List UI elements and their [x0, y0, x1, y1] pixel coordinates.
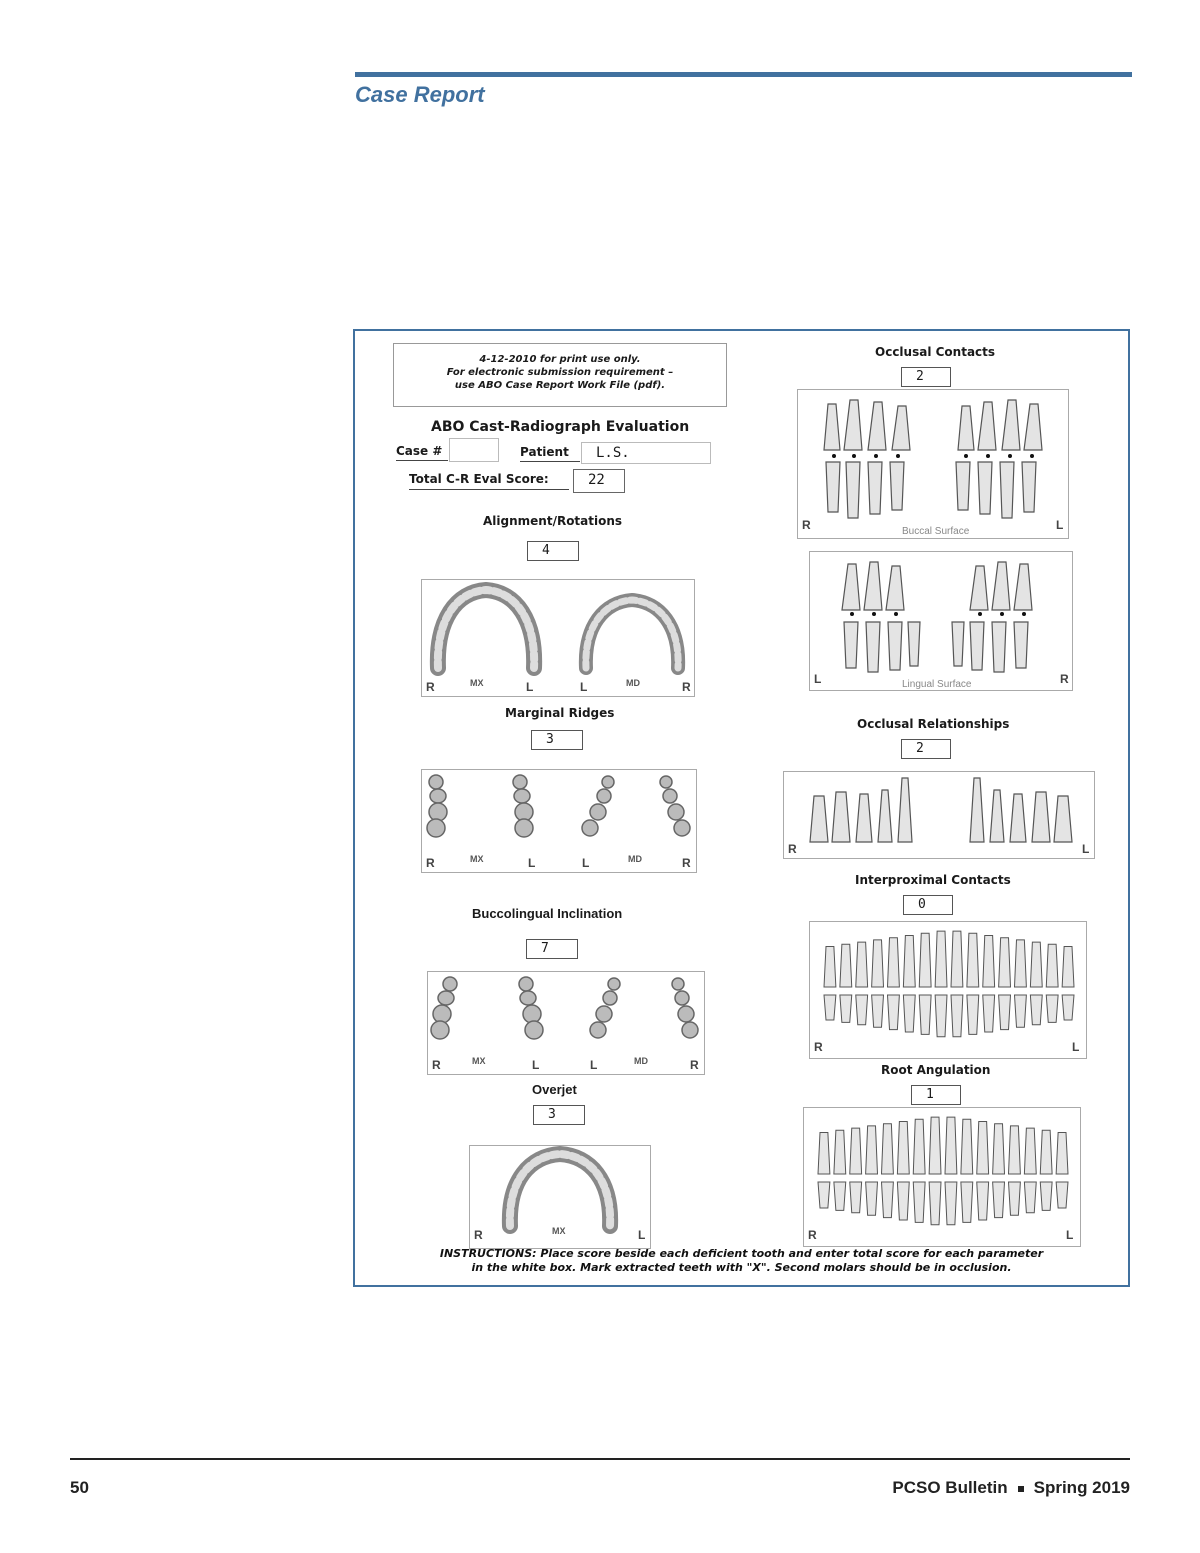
publication-name: PCSO Bulletin	[892, 1478, 1008, 1497]
occlusal-relationships-title: Occlusal Relationships	[857, 717, 1010, 731]
root-angulation-diagram	[803, 1107, 1081, 1247]
arch-pair-graphic	[422, 580, 695, 697]
patient-label: Patient	[520, 445, 580, 462]
lower-tooth	[967, 995, 979, 1034]
lower-tooth	[951, 995, 963, 1037]
alignment-arch-diagram	[421, 579, 695, 697]
alignment-title: Alignment/Rotations	[483, 514, 623, 528]
marginal-title: Marginal Ridges	[505, 706, 615, 720]
root-angulation-r: R	[808, 1228, 817, 1242]
upper-tooth	[1046, 944, 1058, 987]
instructions-line-2: in the white box. Mark extracted teeth with "X". Second molars should be in occlusion.	[471, 1261, 1012, 1274]
buccal-surface-label: Buccal Surface	[902, 526, 970, 537]
section-title: Case Report	[355, 82, 485, 107]
upper-tooth	[897, 1122, 909, 1175]
overjet-diagram	[469, 1145, 651, 1249]
marginal-mx-label: MX	[470, 854, 484, 864]
alignment-score-box[interactable]: 4	[527, 541, 579, 561]
buccal-teeth-graphic	[798, 390, 1069, 539]
inclination-segments-graphic	[428, 972, 705, 1075]
bucco-r-md: R	[690, 1058, 699, 1072]
lower-tooth	[856, 995, 868, 1025]
lower-tooth	[903, 995, 915, 1032]
upper-tooth	[856, 942, 868, 987]
upper-tooth	[967, 933, 979, 987]
occlusal-contacts-title: Occlusal Contacts	[875, 345, 996, 359]
upper-tooth	[1056, 1133, 1068, 1175]
buccolingual-score-box[interactable]: 7	[526, 939, 578, 959]
alignment-r-mx: R	[426, 680, 435, 694]
issue-label: Spring 2019	[1033, 1478, 1130, 1497]
lower-tooth	[866, 1182, 878, 1215]
lower-tooth	[1024, 1182, 1036, 1213]
root-angulation-score-box[interactable]: 1	[911, 1085, 961, 1105]
upper-tooth	[903, 936, 915, 988]
alignment-mx-label: MX	[470, 678, 484, 688]
upper-tooth	[913, 1119, 925, 1174]
upper-tooth	[993, 1124, 1005, 1174]
marginal-l-mx: L	[528, 856, 536, 870]
alignment-md-label: MD	[626, 678, 640, 688]
upper-tooth	[888, 938, 900, 987]
lingual-teeth-graphic	[810, 552, 1073, 691]
upper-tooth	[935, 931, 947, 987]
form-title: ABO Cast-Radiograph Evaluation	[431, 419, 690, 435]
lower-tooth	[945, 1182, 957, 1225]
alignment-l-md: L	[580, 680, 588, 694]
lower-tooth	[840, 995, 852, 1022]
lower-tooth	[818, 1182, 830, 1208]
lingual-surface-label: Lingual Surface	[902, 679, 972, 690]
lower-tooth	[1009, 1182, 1021, 1215]
notice-line-3: use ABO Case Report Work File (pdf).	[454, 380, 666, 391]
footer-publication	[892, 1478, 1130, 1498]
upper-tooth	[850, 1128, 862, 1174]
alignment-l-mx: L	[526, 680, 534, 694]
lower-tooth	[935, 995, 947, 1037]
lower-tooth	[897, 1182, 909, 1220]
upper-tooth	[882, 1124, 894, 1174]
marginal-md-label: MD	[628, 854, 642, 864]
lower-tooth	[882, 1182, 894, 1218]
lower-tooth	[961, 1182, 973, 1222]
upper-tooth	[961, 1119, 973, 1174]
instructions-line-1: INSTRUCTIONS: Place score beside each deficient tooth and enter total score for each parameter	[439, 1247, 1044, 1260]
overjet-r: R	[474, 1228, 483, 1242]
notice-line-1: 4-12-2010 for print use only.	[479, 354, 641, 365]
lower-tooth	[824, 995, 836, 1020]
upper-tooth	[1015, 940, 1027, 987]
case-number-field[interactable]	[449, 438, 499, 462]
upper-tooth	[824, 947, 836, 988]
root-angulation-l: L	[1066, 1228, 1074, 1242]
bucco-l-mx: L	[532, 1058, 540, 1072]
upper-tooth	[840, 944, 852, 987]
lower-tooth	[977, 1182, 989, 1220]
lower-tooth	[872, 995, 884, 1027]
upper-tooth	[999, 938, 1011, 987]
occlusal-relationships-score-box[interactable]: 2	[901, 739, 951, 759]
upper-tooth	[866, 1126, 878, 1174]
root-angulation-title: Root Angulation	[881, 1063, 991, 1077]
upper-tooth	[945, 1117, 957, 1174]
marginal-score-box[interactable]: 3	[531, 730, 583, 750]
upper-tooth	[1009, 1126, 1021, 1174]
occlusal-lingual-l: L	[814, 672, 822, 686]
upper-tooth	[1040, 1130, 1052, 1174]
upper-tooth	[919, 933, 931, 987]
occlusal-contacts-score-box[interactable]: 2	[901, 367, 951, 387]
tooth-segments-graphic	[422, 770, 697, 873]
occlusal-relationships-diagram	[783, 771, 1095, 859]
overjet-l: L	[638, 1228, 646, 1242]
occlusal-buccal-l: L	[1056, 518, 1064, 532]
relationship-l: L	[1082, 842, 1090, 856]
upper-tooth	[929, 1117, 941, 1174]
buccolingual-diagram	[427, 971, 705, 1075]
root-angulation-teeth-graphic	[804, 1108, 1081, 1247]
upper-tooth	[834, 1130, 846, 1174]
lower-tooth	[834, 1182, 846, 1210]
patient-field[interactable]: L.S.	[581, 442, 711, 464]
abo-evaluation-form	[353, 329, 1130, 1287]
upper-tooth	[1062, 947, 1074, 988]
lower-tooth	[1040, 1182, 1052, 1210]
page-number: 50	[70, 1478, 89, 1497]
occlusal-contacts-buccal-diagram	[797, 389, 1069, 539]
occlusal-lingual-r: R	[1060, 672, 1069, 686]
occlusal-buccal-r: R	[802, 518, 811, 532]
notice-line-2: For electronic submission requirement –	[446, 367, 674, 378]
upper-tooth	[1030, 942, 1042, 987]
relationship-r: R	[788, 842, 797, 856]
lower-tooth	[850, 1182, 862, 1213]
lower-tooth	[999, 995, 1011, 1030]
interproximal-l: L	[1072, 1040, 1080, 1054]
occlusal-contacts-lingual-diagram	[809, 551, 1073, 691]
upper-tooth	[983, 936, 995, 988]
upper-tooth	[1024, 1128, 1036, 1174]
upper-tooth	[951, 931, 963, 987]
lower-tooth	[929, 1182, 941, 1225]
print-notice-box	[393, 343, 727, 407]
lower-tooth	[983, 995, 995, 1032]
interproximal-score-box[interactable]: 0	[903, 895, 953, 915]
bucco-md-label: MD	[634, 1056, 648, 1066]
relationship-teeth-graphic	[784, 772, 1095, 859]
bucco-l-md: L	[590, 1058, 598, 1072]
overjet-mx-label: MX	[552, 1226, 566, 1236]
lower-tooth	[919, 995, 931, 1034]
upper-tooth	[872, 940, 884, 987]
marginal-r-md: R	[682, 856, 691, 870]
total-score-label: Total C-R Eval Score:	[409, 472, 569, 490]
lower-tooth	[1056, 1182, 1068, 1208]
bucco-r-mx: R	[432, 1058, 441, 1072]
lower-tooth	[1046, 995, 1058, 1022]
lower-tooth	[1030, 995, 1042, 1025]
marginal-l-md: L	[582, 856, 590, 870]
upper-tooth	[977, 1122, 989, 1175]
lower-tooth	[913, 1182, 925, 1222]
overjet-score-box[interactable]: 3	[533, 1105, 585, 1125]
interproximal-title: Interproximal Contacts	[855, 873, 1011, 887]
lower-tooth	[993, 1182, 1005, 1218]
total-score-field[interactable]: 22	[573, 469, 625, 493]
lower-tooth	[888, 995, 900, 1030]
marginal-ridges-diagram	[421, 769, 697, 873]
interproximal-diagram	[809, 921, 1087, 1059]
buccolingual-title: Buccolingual Inclination	[472, 906, 623, 921]
lower-tooth	[1015, 995, 1027, 1027]
interproximal-r: R	[814, 1040, 823, 1054]
upper-tooth	[818, 1133, 830, 1175]
lower-tooth	[1062, 995, 1074, 1020]
separator-bullet	[1018, 1486, 1024, 1492]
top-rule	[355, 72, 1132, 77]
case-label: Case #	[396, 444, 448, 461]
full-arch-teeth-graphic	[810, 922, 1087, 1059]
overjet-title: Overjet	[532, 1082, 577, 1097]
alignment-r-md: R	[682, 680, 691, 694]
footer-rule	[70, 1458, 1130, 1460]
marginal-r-mx: R	[426, 856, 435, 870]
bucco-mx-label: MX	[472, 1056, 486, 1066]
